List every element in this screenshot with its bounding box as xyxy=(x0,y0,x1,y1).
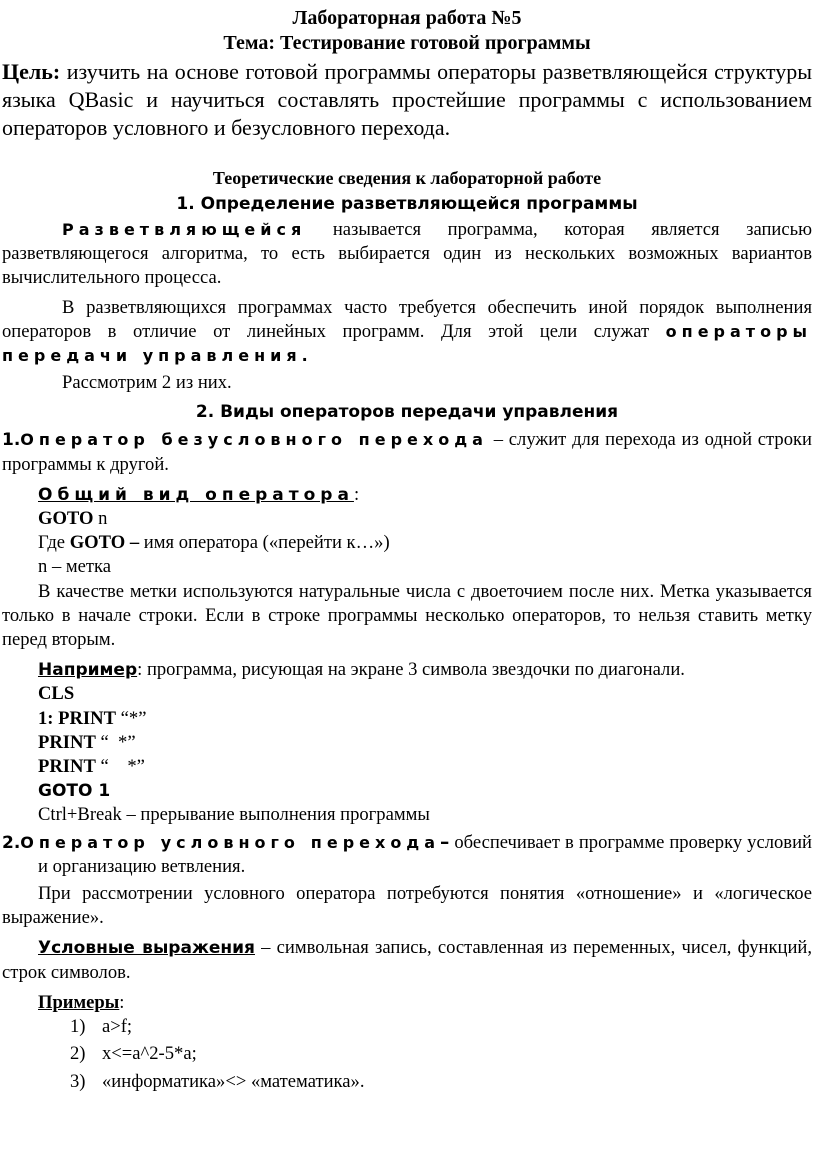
examples-colon: : xyxy=(119,991,125,1013)
examples-label: Примеры xyxy=(38,991,120,1013)
list-item-number: 2) xyxy=(70,1043,86,1065)
definition-paragraph xyxy=(2,218,812,291)
code-line-2-keyword: 1: PRINT xyxy=(38,707,116,729)
op1-number: 1. xyxy=(2,430,21,451)
where-text: имя оператора («перейти к…») xyxy=(139,532,390,554)
section2-heading: 2. Виды операторов передачи управления xyxy=(195,402,619,423)
example-text: : программа, рисующая на экране 3 символа звездочки по диагонали. xyxy=(137,659,685,681)
examples-heading xyxy=(2,991,812,1015)
list-item-text: a>f; xyxy=(102,1016,133,1038)
code-line-4 xyxy=(38,755,812,779)
code-line-3-keyword: PRINT xyxy=(38,731,96,753)
where-keyword: GOTO – xyxy=(69,532,140,554)
code-line-5: GOTO 1 xyxy=(38,781,111,802)
code-line-3 xyxy=(38,731,812,755)
goto-argument: n xyxy=(93,508,108,530)
general-form-colon: : xyxy=(353,483,360,505)
ctrl-break-note: Ctrl+Break – прерывание выполнения программы xyxy=(38,804,430,826)
goal-text: изучить на основе готовой программы операторы разветвляющейся структуры языка QBasic и научиться составлять простейшие программы с использованием операторов условного и безусловного перехода. xyxy=(2,59,812,140)
relation-paragraph: При рассмотрении условного оператора потребуются понятия «отношение» и «логическое выражение». xyxy=(2,883,812,929)
list-item-text: x<=a^2-5*a; xyxy=(102,1043,197,1065)
op1-term: Оператор безусловного перехода xyxy=(20,430,488,450)
label-paragraph: В качестве метки используются натуральные числа с двоеточием после них. Метка указывается только в начале строки. Если в строке программы несколько операторов, то нельзя ставить метку перед вторым. xyxy=(2,580,812,651)
example-intro xyxy=(2,658,812,682)
code-line-2 xyxy=(38,707,812,731)
op1-text: – служит для перехода из одной строки программы к другой. xyxy=(2,429,812,475)
theory-heading: Теоретические сведения к лабораторной работе xyxy=(212,168,602,188)
list-item-number: 1) xyxy=(70,1016,86,1038)
branching-paragraph xyxy=(2,296,812,369)
section1-heading: 1. Определение разветвляющейся программы xyxy=(176,194,638,214)
goal-paragraph xyxy=(2,58,812,142)
op2-text: обеспечивает в программе проверку условий и организацию ветвления. xyxy=(38,831,812,877)
conditional-expressions-label: Условные выражения xyxy=(38,938,255,959)
list-item-text: «информатика»<> «математика». xyxy=(102,1070,365,1092)
definition-term: Разветвляющейся xyxy=(62,220,307,239)
lab-title: Лабораторная работа №5 xyxy=(292,7,522,29)
goto-explanation xyxy=(2,531,812,555)
code-line-4-string: “ *” xyxy=(95,756,145,778)
goal-label: Цель: xyxy=(2,59,61,84)
conditional-expressions-paragraph xyxy=(2,936,812,984)
branching-text: В разветвляющихся программах часто требуется обеспечить иной порядок выполнения операторов в отличие от линейных программ. Для этой цели служат xyxy=(2,296,812,342)
where-prefix: Где xyxy=(38,532,70,554)
conditional-jump-paragraph xyxy=(2,831,812,879)
code-line-3-string: “ *” xyxy=(95,731,136,753)
topic-heading: Тема: Тестирование готовой программы xyxy=(223,32,591,54)
examples-list xyxy=(2,1015,812,1094)
definition-text: называется программа, которая является записью разветвляющегося алгоритма, то есть выбирается один из нескольких возможных вариантов вычислительного процесса. xyxy=(2,219,812,289)
list-item xyxy=(2,1042,812,1066)
label-description: n – метка xyxy=(38,556,112,578)
code-line-2-string: “*” xyxy=(116,707,147,729)
conditional-expressions-text: – символьная запись, составленная из переменных, чисел, функций, строк символов. xyxy=(2,937,813,983)
op2-term: Оператор условного перехода xyxy=(20,832,441,852)
general-form-label: Общий вид оператора xyxy=(38,484,354,505)
list-item xyxy=(2,1015,812,1039)
goto-syntax xyxy=(2,507,812,531)
example-label: Например xyxy=(38,660,138,681)
code-line-4-keyword: PRINT xyxy=(38,756,96,778)
list-item-number: 3) xyxy=(70,1070,86,1092)
transfer-operators-term: операторы передачи управления. xyxy=(2,321,812,366)
consider-paragraph: Рассмотрим 2 из них. xyxy=(62,372,232,394)
op2-dash: – xyxy=(440,831,450,853)
code-block xyxy=(2,682,812,803)
unconditional-jump-paragraph xyxy=(2,428,812,476)
op2-number: 2. xyxy=(2,832,21,853)
list-item xyxy=(2,1070,812,1094)
code-line-1: CLS xyxy=(38,683,75,705)
general-form-line xyxy=(2,483,812,507)
goto-keyword: GOTO xyxy=(38,508,94,530)
